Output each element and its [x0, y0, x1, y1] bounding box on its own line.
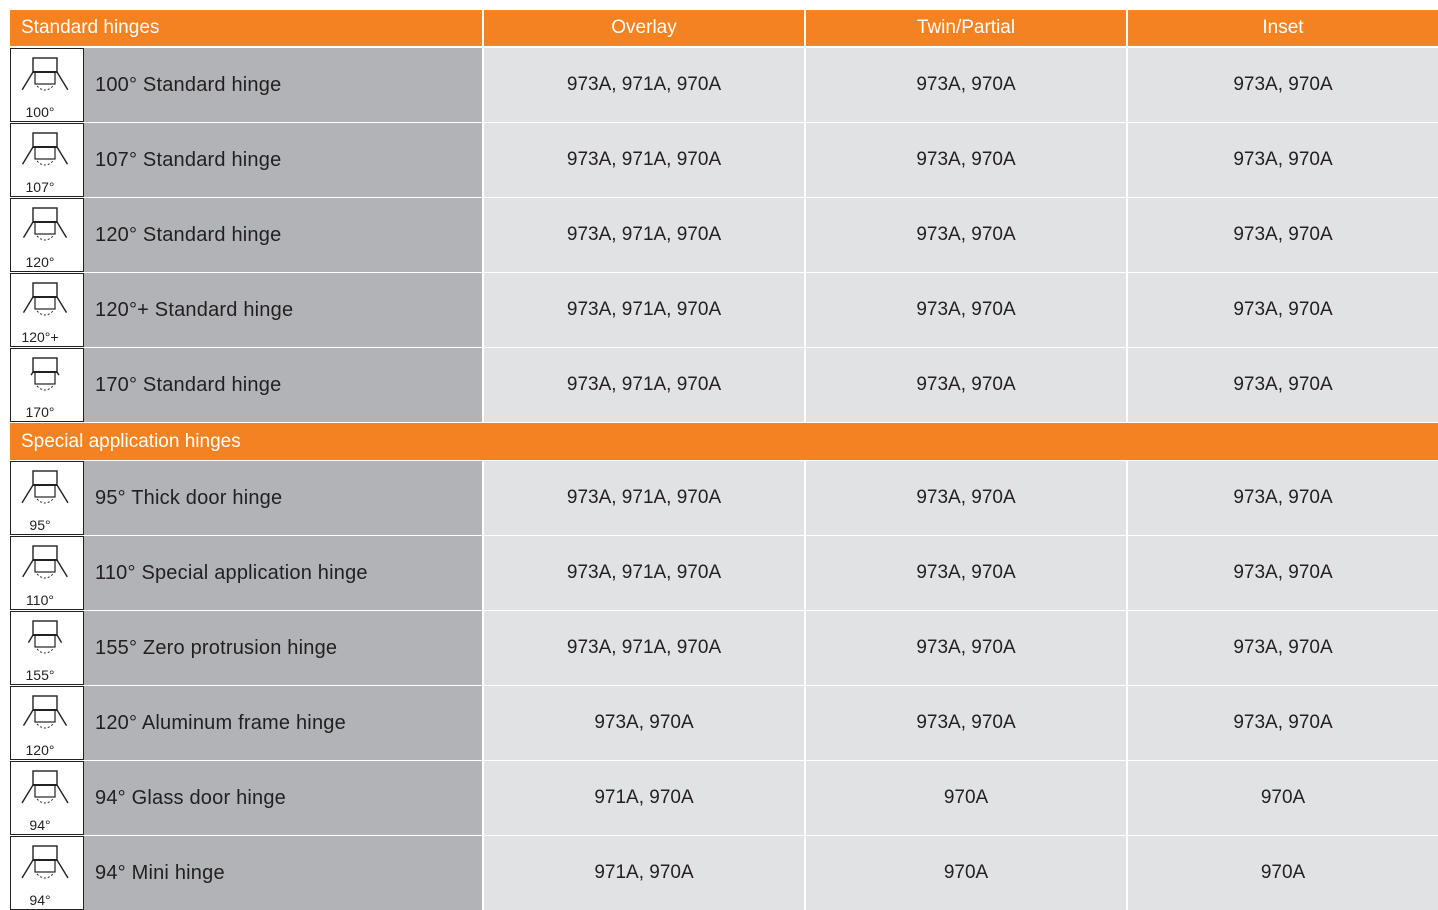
hinge-95-icon	[19, 465, 71, 517]
column-header-overlay: Overlay	[482, 10, 804, 46]
opening-angle-label: 107°	[25, 179, 55, 195]
inset-value: 970A	[1126, 836, 1438, 910]
column-header-inset: Inset	[1126, 10, 1438, 46]
inset-value: 970A	[1126, 761, 1438, 835]
opening-angle-label: 95°	[29, 517, 51, 533]
hinge-compatibility-table	[10, 10, 1438, 908]
overlay-value: 973A, 971A, 970A	[482, 48, 804, 122]
hinge-diagram-cell	[10, 198, 84, 272]
twin-partial-value: 973A, 970A	[804, 611, 1126, 685]
table-row	[10, 760, 1438, 835]
opening-angle-label: 94°	[29, 892, 51, 908]
hinge-diagram-cell	[10, 348, 84, 422]
twin-partial-value: 973A, 970A	[804, 536, 1126, 610]
overlay-value: 971A, 970A	[482, 761, 804, 835]
hinge-170-icon	[19, 352, 71, 404]
hinge-aluminum-120-icon	[19, 690, 71, 742]
hinge-diagram-cell	[10, 686, 84, 760]
hinge-155-icon	[19, 615, 71, 667]
hinge-120-plus-icon	[19, 277, 71, 329]
hinge-mini-94-icon	[19, 840, 71, 892]
hinge-diagram-cell	[10, 761, 84, 835]
overlay-value: 973A, 970A	[482, 686, 804, 760]
table-row	[10, 272, 1438, 347]
hinge-name: 120° Standard hinge	[84, 198, 482, 272]
table-row	[10, 47, 1438, 122]
opening-angle-label: 120°	[25, 254, 55, 270]
table-row	[10, 610, 1438, 685]
twin-partial-value: 973A, 970A	[804, 686, 1126, 760]
overlay-value: 971A, 970A	[482, 836, 804, 910]
overlay-value: 973A, 971A, 970A	[482, 461, 804, 535]
hinge-diagram-cell	[10, 461, 84, 535]
inset-value: 973A, 970A	[1126, 461, 1438, 535]
table-row	[10, 685, 1438, 760]
hinge-diagram-cell	[10, 123, 84, 197]
hinge-diagram-cell	[10, 611, 84, 685]
hinge-name: 94° Mini hinge	[84, 836, 482, 910]
standard-hinges-group	[10, 47, 1438, 422]
twin-partial-value: 970A	[804, 836, 1126, 910]
table-row	[10, 197, 1438, 272]
twin-partial-value: 973A, 970A	[804, 198, 1126, 272]
inset-value: 973A, 970A	[1126, 611, 1438, 685]
hinge-diagram-cell	[10, 836, 84, 910]
hinge-100-icon	[19, 52, 71, 104]
opening-angle-label: 170°	[25, 404, 55, 420]
inset-value: 973A, 970A	[1126, 273, 1438, 347]
inset-value: 973A, 970A	[1126, 123, 1438, 197]
inset-value: 973A, 970A	[1126, 198, 1438, 272]
hinge-diagram-cell	[10, 273, 84, 347]
hinge-120-icon	[19, 202, 71, 254]
hinge-name: 95° Thick door hinge	[84, 461, 482, 535]
table-header	[10, 10, 1438, 47]
table-row	[10, 535, 1438, 610]
hinge-name: 100° Standard hinge	[84, 48, 482, 122]
inset-value: 973A, 970A	[1126, 536, 1438, 610]
table-row	[10, 347, 1438, 422]
header-section-label: Standard hinges	[21, 17, 160, 38]
hinge-name: 155° Zero protrusion hinge	[84, 611, 482, 685]
opening-angle-label: 94°	[29, 817, 51, 833]
opening-angle-label: 110°	[26, 592, 54, 608]
hinge-glass-94-icon	[19, 765, 71, 817]
twin-partial-value: 973A, 970A	[804, 461, 1126, 535]
overlay-value: 973A, 971A, 970A	[482, 273, 804, 347]
twin-partial-value: 973A, 970A	[804, 273, 1126, 347]
hinge-name: 120° Aluminum frame hinge	[84, 686, 482, 760]
hinge-name: 170° Standard hinge	[84, 348, 482, 422]
hinge-110-icon	[19, 540, 71, 592]
inset-value: 973A, 970A	[1126, 348, 1438, 422]
table-row	[10, 835, 1438, 910]
inset-value: 973A, 970A	[1126, 48, 1438, 122]
hinge-name: 110° Special application hinge	[84, 536, 482, 610]
hinge-name: 120°+ Standard hinge	[84, 273, 482, 347]
overlay-value: 973A, 971A, 970A	[482, 536, 804, 610]
opening-angle-label: 120°+	[21, 329, 59, 345]
opening-angle-label: 120°	[25, 742, 55, 758]
overlay-value: 973A, 971A, 970A	[482, 198, 804, 272]
overlay-value: 973A, 971A, 970A	[482, 123, 804, 197]
twin-partial-value: 973A, 970A	[804, 48, 1126, 122]
opening-angle-label: 155°	[25, 667, 55, 683]
hinge-diagram-cell	[10, 536, 84, 610]
inset-value: 973A, 970A	[1126, 686, 1438, 760]
hinge-diagram-cell	[10, 48, 84, 122]
table-row	[10, 122, 1438, 197]
overlay-value: 973A, 971A, 970A	[482, 611, 804, 685]
special-hinges-group	[10, 460, 1438, 910]
overlay-value: 973A, 971A, 970A	[482, 348, 804, 422]
hinge-name: 107° Standard hinge	[84, 123, 482, 197]
twin-partial-value: 970A	[804, 761, 1126, 835]
section-header-special: Special application hinges	[10, 422, 1438, 460]
table-row	[10, 460, 1438, 535]
hinge-107-icon	[19, 127, 71, 179]
twin-partial-value: 973A, 970A	[804, 123, 1126, 197]
hinge-name: 94° Glass door hinge	[84, 761, 482, 835]
column-header-twin-partial: Twin/Partial	[804, 10, 1126, 46]
opening-angle-label: 100°	[25, 104, 55, 120]
twin-partial-value: 973A, 970A	[804, 348, 1126, 422]
